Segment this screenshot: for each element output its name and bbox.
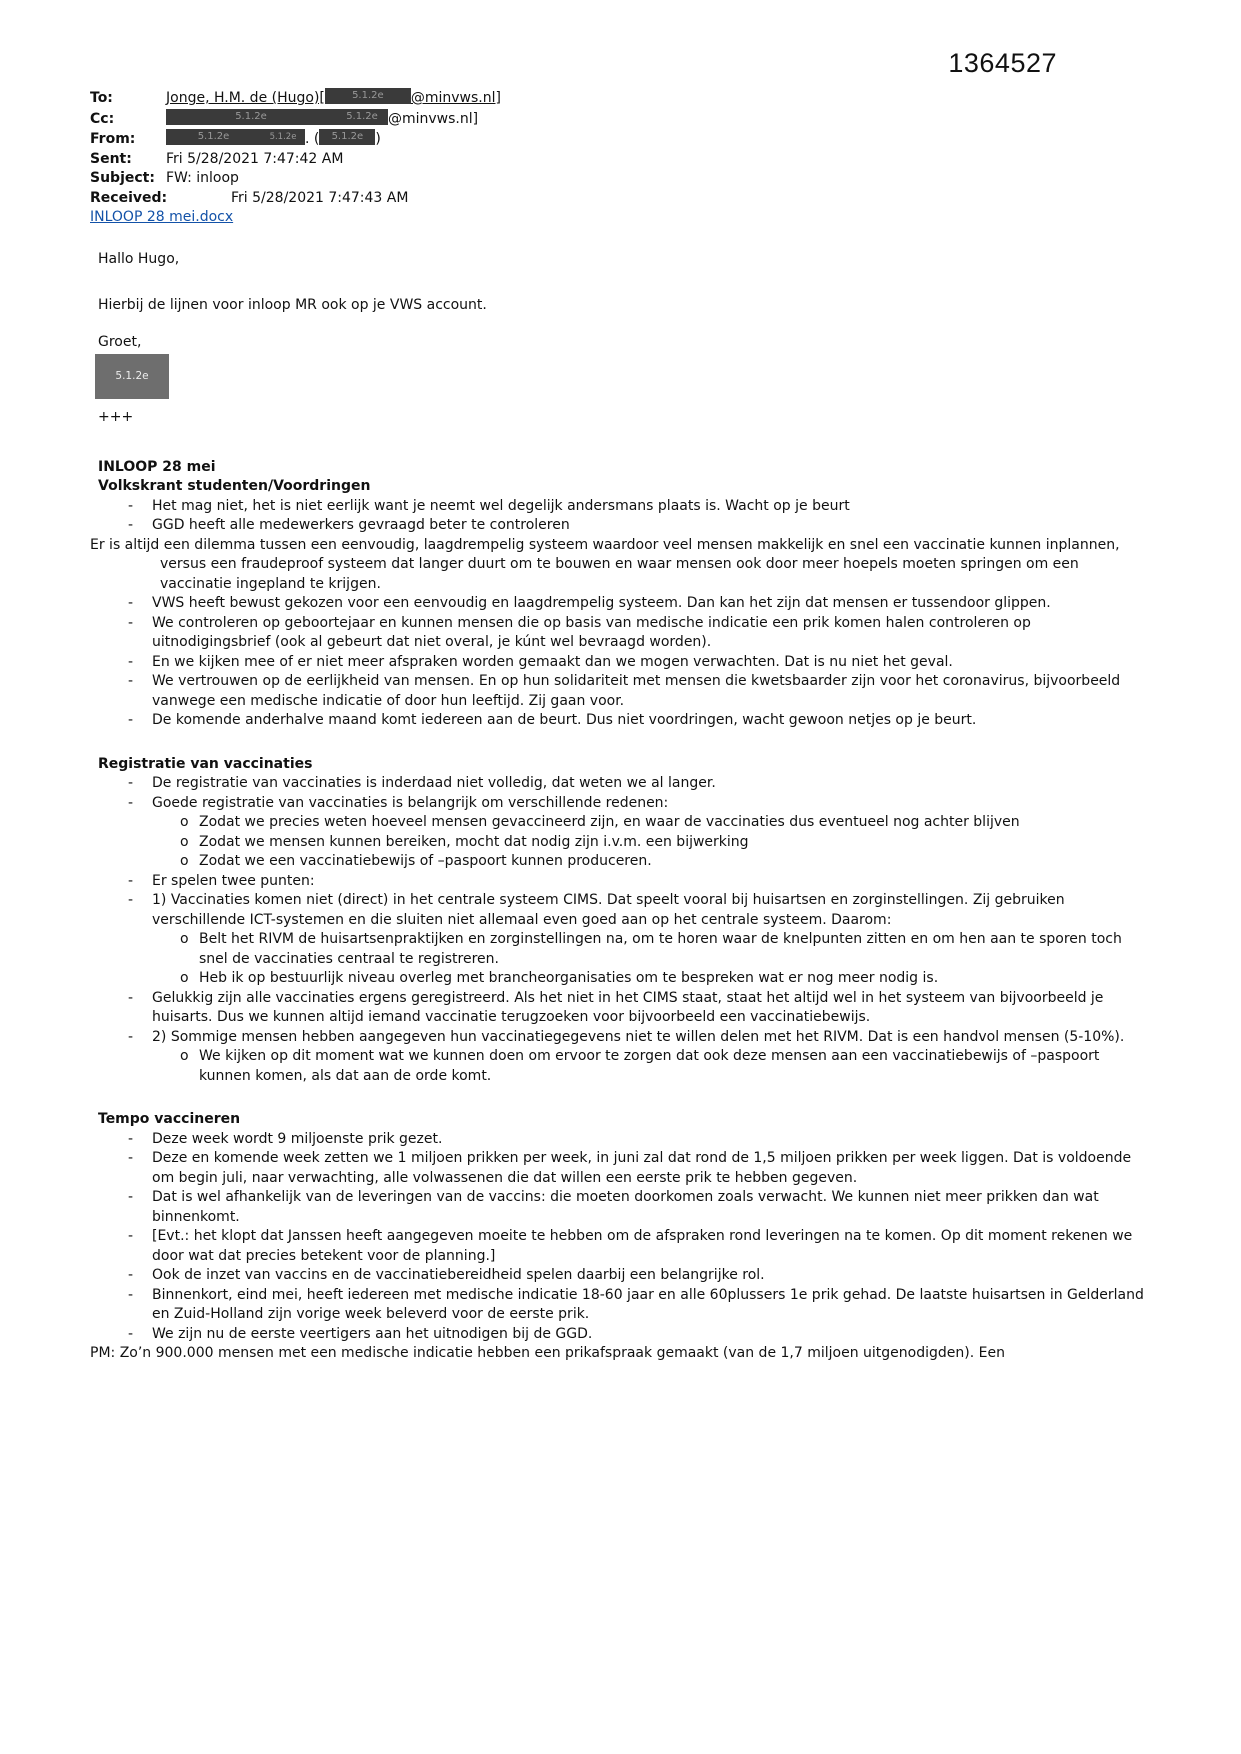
list-item-text: Zodat we precies weten hoeveel mensen gevaccineerd zijn, en waar de vaccinaties dus eventueel nog achter blijven [199,814,1020,830]
list-item [128,653,1152,673]
cc-domain: @minvws.nl] [388,110,479,127]
list-item-text: Er spelen twee punten: [152,872,315,889]
list-item [128,1325,1152,1345]
list-item [180,813,1152,833]
subject-value: FW: inloop [166,170,239,186]
greeting-text: Hallo Hugo, [98,250,180,267]
section-heading: Registratie van vaccinaties [98,755,313,772]
list-item [128,794,1152,814]
signature-redaction-box [95,354,169,399]
list-item-text: Deze en komende week zetten we 1 miljoen prikken per week, in juni zal dat rond de 1,5 miljoen prikken per week liggen. Dat is voldoende om begin juli, naar verwachting, alle volwassenen die dat willen een eerste prik te hebben gegeven. [152,1150,1132,1186]
bullet-marker: - [128,595,134,611]
received-value: Fri 5/28/2021 7:47:43 AM [231,189,409,206]
list-item [128,1130,1152,1150]
from-label: From: [90,131,136,147]
from-mid: . ( [305,131,320,147]
list-item [128,872,1152,892]
list-item [128,1286,1152,1325]
list-item-text: Zodat we mensen kunnen bereiken, mocht dat nodig zijn i.v.m. een bijwerking [199,833,749,850]
list-item-text: 1) Vaccinaties komen niet (direct) in het centrale systeem CIMS. Dat speelt vooral bij huisartsen en zorginstellingen. Zij gebruiken verschillende ICT-systemen en die sluiten niet allemaal even goed aan op het centrale systeem. Daarom: [152,892,1065,928]
to-value [166,90,501,106]
list-item [180,969,1152,989]
bullet-marker: o [180,1048,189,1064]
from-value [166,131,381,147]
list-item [180,852,1152,872]
list-item-text: Binnenkort, eind mei, heeft iedereen met medische indicatie 18-60 jaar en alle 60plussers 1e prik gehad. De laatste huisartsen in Gelderland en Zuid-Holland zijn vorige week beleverd voor de eerste prik. [152,1286,1144,1322]
bullet-marker: - [128,497,134,514]
bullet-marker: - [128,1130,134,1147]
list-item [180,1047,1152,1086]
list-item-text: We zijn nu de eerste veertigers aan het uitnodigen bij de GGD. [152,1325,593,1342]
redaction-box: 5.1.2e [166,129,261,145]
bullet-marker: - [128,712,134,728]
bullet-marker: - [128,673,134,689]
document-number: 1364527 [948,48,1057,78]
list-item [180,930,1152,969]
bullet-marker: - [128,614,134,631]
list-item [128,516,1152,536]
bullet-marker: o [180,931,189,947]
bullet-marker: - [128,892,134,908]
body-paragraph: PM: Zo’n 900.000 mensen met een medische indicatie hebben een prikafspraak gemaakt (van de 1,7 miljoen uitgenodigden). Een [90,1345,1005,1361]
bullet-marker: o [180,970,189,986]
list-item-text: We kijken op dit moment wat we kunnen doen om ervoor te zorgen dat ook deze mensen aan een vaccinatiebewijs of –paspoort kunnen komen, als dat aan de orde komt. [199,1048,1100,1084]
bullet-marker: - [128,1028,134,1045]
redaction-box: 5.1.2e [325,88,411,104]
sent-value: Fri 5/28/2021 7:47:42 AM [166,150,344,167]
email-from-row [90,129,1152,150]
list-item [128,774,1152,794]
list-item-text: 2) Sommige mensen hebben aangegeven hun vaccinatiegegevens niet te willen delen met het RIVM. Dat is een handvol mensen (5-10%). [152,1028,1125,1045]
content-section [90,755,1152,1087]
separator-text: +++ [98,409,134,425]
signoff-text: Groet, [98,333,142,350]
page-content [90,88,1152,1364]
list-item-text: [Evt.: het klopt dat Janssen heeft aangegeven moeite te hebben om de afspraken rond leveringen na te komen. Op dit moment rekenen we door wat dat precies betekent voor de planning.] [152,1228,1133,1264]
document-title: INLOOP 28 mei [98,458,216,475]
bullet-marker: - [128,775,134,791]
subject-label: Subject: [90,170,155,186]
list-item-text: De registratie van vaccinaties is inderdaad niet volledig, dat weten we al langer. [152,775,716,791]
to-domain: @minvws.nl] [410,90,501,106]
content-section [90,1110,1152,1364]
list-item-text: Heb ik op bestuurlijk niveau overleg met brancheorganisaties om te bespreken wat er nog meer nodig is. [199,970,939,986]
bullet-marker: - [128,872,134,889]
attachment-link[interactable]: INLOOP 28 mei.docx [90,209,234,225]
to-name: Jonge, H.M. de (Hugo)[ [166,90,325,106]
email-sent-row [90,150,1152,170]
list-item [128,1028,1152,1048]
email-subject-row [90,169,1152,189]
list-item [128,497,1152,517]
to-label: To: [90,90,113,106]
section-heading: Volkskrant studenten/Voordringen [98,478,371,494]
bullet-marker: - [128,517,134,533]
cc-value [166,111,478,127]
bullet-marker: o [180,853,189,869]
bullet-marker: - [128,1286,134,1303]
email-received-row [90,189,1152,209]
bullet-marker: - [128,1325,134,1342]
list-item-text: Deze week wordt 9 miljoenste prik gezet. [152,1130,443,1147]
bullet-marker: - [128,1267,134,1283]
redaction-box: 5.1.2e [319,129,375,145]
list-item [128,711,1152,731]
cc-label: Cc: [90,110,115,127]
bullet-marker: o [180,814,189,830]
received-label: Received: [90,189,168,206]
redaction-box: 5.1.2e [336,109,388,125]
bullet-marker: - [128,794,134,811]
list-item-text: Het mag niet, het is niet eerlijk want je neemt wel degelijk andersmans plaats is. Wacht op je beurt [152,497,850,514]
list-item-text: We vertrouwen op de eerlijkheid van mensen. En op hun solidariteit met mensen die kwetsbaarder zijn voor het coronavirus, bijvoorbeeld vanwege een medische indicatie of door hun leeftijd. Zij gaan voor. [152,673,1121,709]
from-close: ) [375,131,381,147]
redaction-box: 5.1.2e [261,129,305,145]
section-heading: Tempo vaccineren [98,1111,241,1127]
bullet-marker: - [128,1228,134,1244]
list-item-text: En we kijken mee of er niet meer afspraken worden gemaakt dan we mogen verwachten. Dat is nu niet het geval. [152,653,953,670]
sent-label: Sent: [90,150,132,167]
bullet-marker: - [128,1189,134,1205]
bullet-marker: - [128,989,134,1006]
list-item [128,1266,1152,1286]
redaction-box: 5.1.2e [166,109,336,125]
list-item [128,891,1152,930]
email-cc-row [90,109,1152,130]
redaction-label: 5.1.2e [115,369,149,382]
bullet-marker: - [128,1150,134,1166]
list-item [128,1227,1152,1266]
list-item [128,614,1152,653]
list-item [128,989,1152,1028]
bullet-marker: o [180,833,189,850]
body-paragraph: Er is altijd een dilemma tussen een eenvoudig, laagdrempelig systeem waardoor veel mensen makkelijk en snel een vaccinatie kunnen inplannen, versus een fraudeproof systeem dat langer duurt om te bouwen en waar mensen ook door meer hoepels moeten springen om een vaccinatie ingepland te krijgen. [90,536,1120,592]
list-item [180,833,1152,853]
email-header [90,88,1152,228]
list-item-text: Zodat we een vaccinatiebewijs of –paspoort kunnen produceren. [199,853,652,869]
list-item-text: Goede registratie van vaccinaties is belangrijk om verschillende redenen: [152,794,669,811]
list-item-text: De komende anderhalve maand komt iedereen aan de beurt. Dus niet voordringen, wacht gewoon netjes op je beurt. [152,712,977,728]
list-item-text: Gelukkig zijn alle vaccinaties ergens geregistreerd. Als het niet in het CIMS staat, staat het altijd wel in het systeem van bijvoorbeeld je huisarts. Dus we kunnen altijd iemand vaccinatie terugzoeken voor bijvoorbeeld een vaccinatiebewijs. [152,989,1104,1025]
list-item-text: Belt het RIVM de huisartsenpraktijken en zorginstellingen na, om te horen waar de knelpunten zitten en om hen aan te sporen toch snel de vaccinaties centraal te registreren. [199,931,1122,967]
list-item [128,594,1152,614]
bullet-marker: - [128,653,134,670]
list-item [128,672,1152,711]
list-item-text: Dat is wel afhankelijk van de leveringen van de vaccins: die moeten doorkomen zoals verwacht. We kunnen niet meer prikken dan wat binnenkomt. [152,1189,1099,1225]
list-item-text: VWS heeft bewust gekozen voor een eenvoudig en laagdrempelig systeem. Dan kan het zijn dat mensen er tussendoor glippen. [152,595,1051,611]
list-item [128,1188,1152,1227]
list-item-text: GGD heeft alle medewerkers gevraagd beter te controleren [152,517,570,533]
intro-text: Hierbij de lijnen voor inloop MR ook op je VWS account. [98,297,487,313]
email-to-row [90,88,1152,109]
list-item-text: Ook de inzet van vaccins en de vaccinatiebereidheid spelen daarbij een belangrijke rol. [152,1267,765,1283]
list-item-text: We controleren op geboortejaar en kunnen mensen die op basis van medische indicatie een prik komen halen controleren op uitnodigingsbrief (ook al gebeurt dat niet overal, je kúnt wel bevraagd worden). [152,614,1031,650]
list-item [128,1149,1152,1188]
sections [90,477,1152,1364]
content-section [90,477,1152,731]
attachment-row [90,208,1152,228]
